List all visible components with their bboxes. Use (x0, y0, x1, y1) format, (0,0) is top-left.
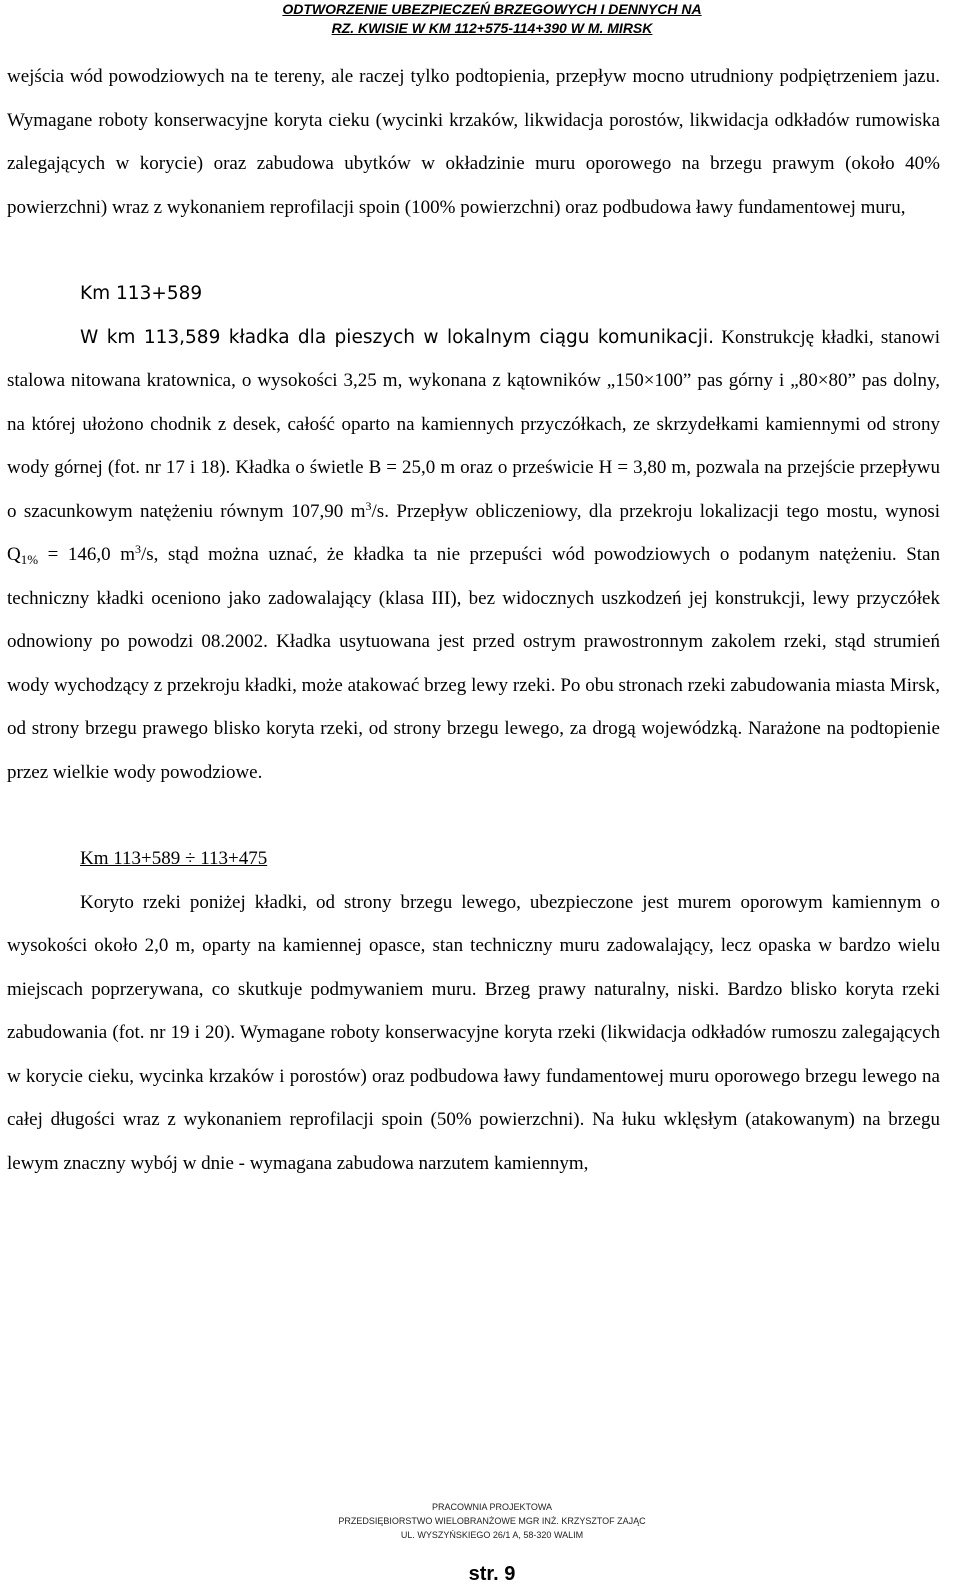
footer-line-1: PRACOWNIA PROJEKTOWA (431, 1502, 552, 1512)
page-footer (0, 1500, 960, 1542)
section-heading-text: Km 113+589 (80, 283, 203, 304)
section-heading-text: Km 113+589 ÷ 113+475 (80, 848, 268, 869)
running-header (0, 0, 960, 38)
superscript-3: 3 (365, 498, 372, 513)
section-text-part-b: /s. Przepływ obliczeniowy, dla przekroju lokalizacji tego mostu, wynosi Q (7, 500, 940, 565)
superscript-3: 3 (134, 542, 141, 556)
section-lead-sentence: W km 113,589 kładka dla pieszych w lokalnym ciągu komunikacji. (80, 326, 714, 348)
section-paragraph-koryto: Koryto rzeki poniżej kładki, od strony brzegu lewego, ubezpieczone jest murem oporowym kamiennym o wysokości około 2,0 m, oparty na kamiennej opasce, stan techniczny muru zadowalający, lecz opaska w bardzo wielu miejscach poprzerywana, co skutkuje podmywaniem muru. Brzeg prawy naturalny, niski. Bardzo blisko koryta rzeki zabudowania (fot. nr 19 i 20). Wymagane roboty konserwacyjne koryta rzeki (likwidacja odkładów rumoszu zalegających w korycie cieku, wycinka krzaków i porostów) oraz podbudowa ławy fundamentowej muru oporowego brzegu lewego na całej długości wraz z wykonaniem reprofilacji spoin (50% powierzchni). Na łuku wklęsłym (atakowanym) na brzegu lewym znaczny wybój w dnie - wymagana zabudowa narzutem kamiennym, (7, 891, 940, 1174)
section-heading-km-113-589 (7, 272, 940, 316)
header-line-2: RZ. KWISIE W KM 112+575-114+390 W M. MIRSK (331, 20, 653, 36)
section-heading-km-range (7, 837, 940, 881)
paragraph-spacer (7, 229, 940, 272)
section-text-part-d: /s, stąd można uznać, że kładka ta nie przepuści wód powodziowych o podanym natężeniu. Stan techniczny kładki oceniono jako zadowalający (klasa III), bez widocznych uszkodzeń jej konstrukcji, lewy przyczółek odnowiony po powodzi 08.2002. Kładka usytuowana jest przed ostrym prawostronnym zakolem rzeki, stąd strumień wody wychodzący z przekroju kładki, może atakować brzeg lewy rzeki. Po obu stronach rzeki zabudowania miasta Mirsk, od strony brzegu prawego blisko koryta rzeki, od strony brzegu lewego, za drogą wojewódzką. Narażone na podtopienie przez wielkie wody powodziowe. (7, 544, 941, 783)
header-line-1: ODTWORZENIE UBEZPIECZEŃ BRZEGOWYCH I DENNYCH NA (282, 1, 702, 17)
section-text-part-c: = 146,0 m (38, 544, 135, 565)
footer-line-2: PRZEDSIĘBIORSTWO WIELOBRANŻOWE MGR INŻ. KRZYSZTOF ZAJĄC (338, 1516, 646, 1526)
paragraph-continuation: wejścia wód powodziowych na te tereny, ale raczej tylko podtopienia, przepływ mocno utrudniony podpiętrzeniem jazu. Wymagane roboty konserwacyjne koryta cieku (wycinki krzaków, likwidacja porostów, likwidacja odkładów rumowiska zalegających w korycie) oraz zabudowa ubytków w okładzinie muru oporowego na brzegu prawym (około 40% powierzchni) wraz z wykonaniem reprofilacji spoin (100% powierzchni) oraz podbudowa ławy fundamentowej muru, (7, 66, 940, 218)
footer-line-3: UL. WYSZYŃSKIEGO 26/1 A, 58-320 WALIM (400, 1530, 584, 1540)
section-paragraph-kladka (7, 316, 940, 795)
page-number: str. 9 (468, 1563, 516, 1585)
paragraph-spacer (7, 794, 940, 837)
subscript-1-percent: 1% (20, 552, 39, 567)
section-text-part-a: Konstrukcję kładki, stanowi stalowa nitowana kratownica, o wysokości 3,25 m, wykonana z kątowników „150×100” pas górny i „80×80” pas dolny, na której ułożono chodnik z desek, całość oparto na kamiennych przyczółkach, ze skrzydełkami kamiennymi od strony wody górnej (fot. nr 17 i 18). Kładka o świetle B = 25,0 m oraz o prześwicie H = 3,80 m, pozwala na przejście przepływu o szacunkowym natężeniu równym 107,90 m (7, 326, 940, 522)
document-body (7, 55, 940, 1185)
